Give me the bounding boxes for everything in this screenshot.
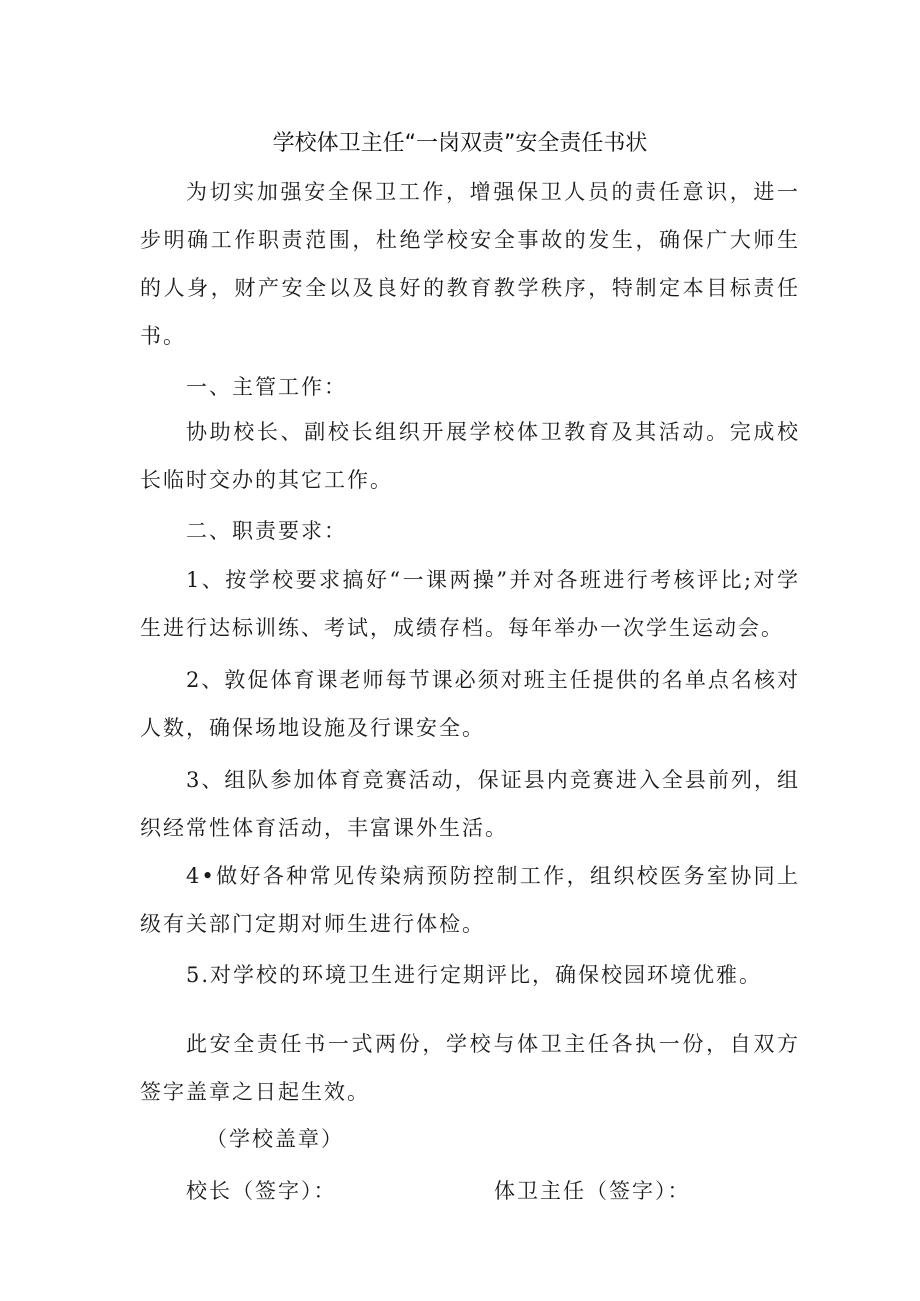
duty-item-4: 4•做好各种常见传染病预防控制工作，组织校医务室协同上级有关部门定期对师生进行体检。 (140, 864, 800, 936)
duty-item-5: 5.对学校的环境卫生进行定期评比，确保校园环境优雅。 (186, 963, 763, 987)
section2-heading: 二、职责要求： (186, 519, 347, 543)
duty-item-3: 3、组队参加体育竞赛活动，保证县内竞赛进入全县前列，组织经常性体育活动，丰富课外生活。 (140, 768, 800, 840)
closing-paragraph: 此安全责任书一式两份，学校与体卫主任各执一份，自双方签字盖章之日起生效。 (140, 1032, 800, 1104)
duty-item-1: 1、按学校要求搞好“一课两操”并对各班进行考核评比;对学生进行达标训练、考试，成绩存档。每年举办一次学生运动会。 (140, 568, 800, 640)
director-signature-label: 体卫主任（签字）： (494, 1179, 691, 1203)
document-title: 学校体卫主任“一岗双责”安全责任书状 (272, 131, 648, 156)
section1-body: 协助校长、副校长组织开展学校体卫教育及其活动。完成校长临时交办的其它工作。 (140, 420, 800, 492)
intro-paragraph: 为切实加强安全保卫工作，增强保卫人员的责任意识，进一步明确工作职责范围，杜绝学校安全事故的发生，确保广大师生的人身，财产安全以及良好的教育教学秩序，特制定本目标责任书。 (140, 180, 800, 348)
principal-signature-label: 校长（签字）： (186, 1179, 337, 1203)
duty-item-2: 2、敦促体育课老师每节课必须对班主任提供的名单点名核对人数，确保场地设施及行课安全。 (140, 668, 800, 740)
section1-heading: 一、主管工作： (186, 375, 347, 399)
school-seal-label: （学校盖章） (206, 1127, 344, 1151)
